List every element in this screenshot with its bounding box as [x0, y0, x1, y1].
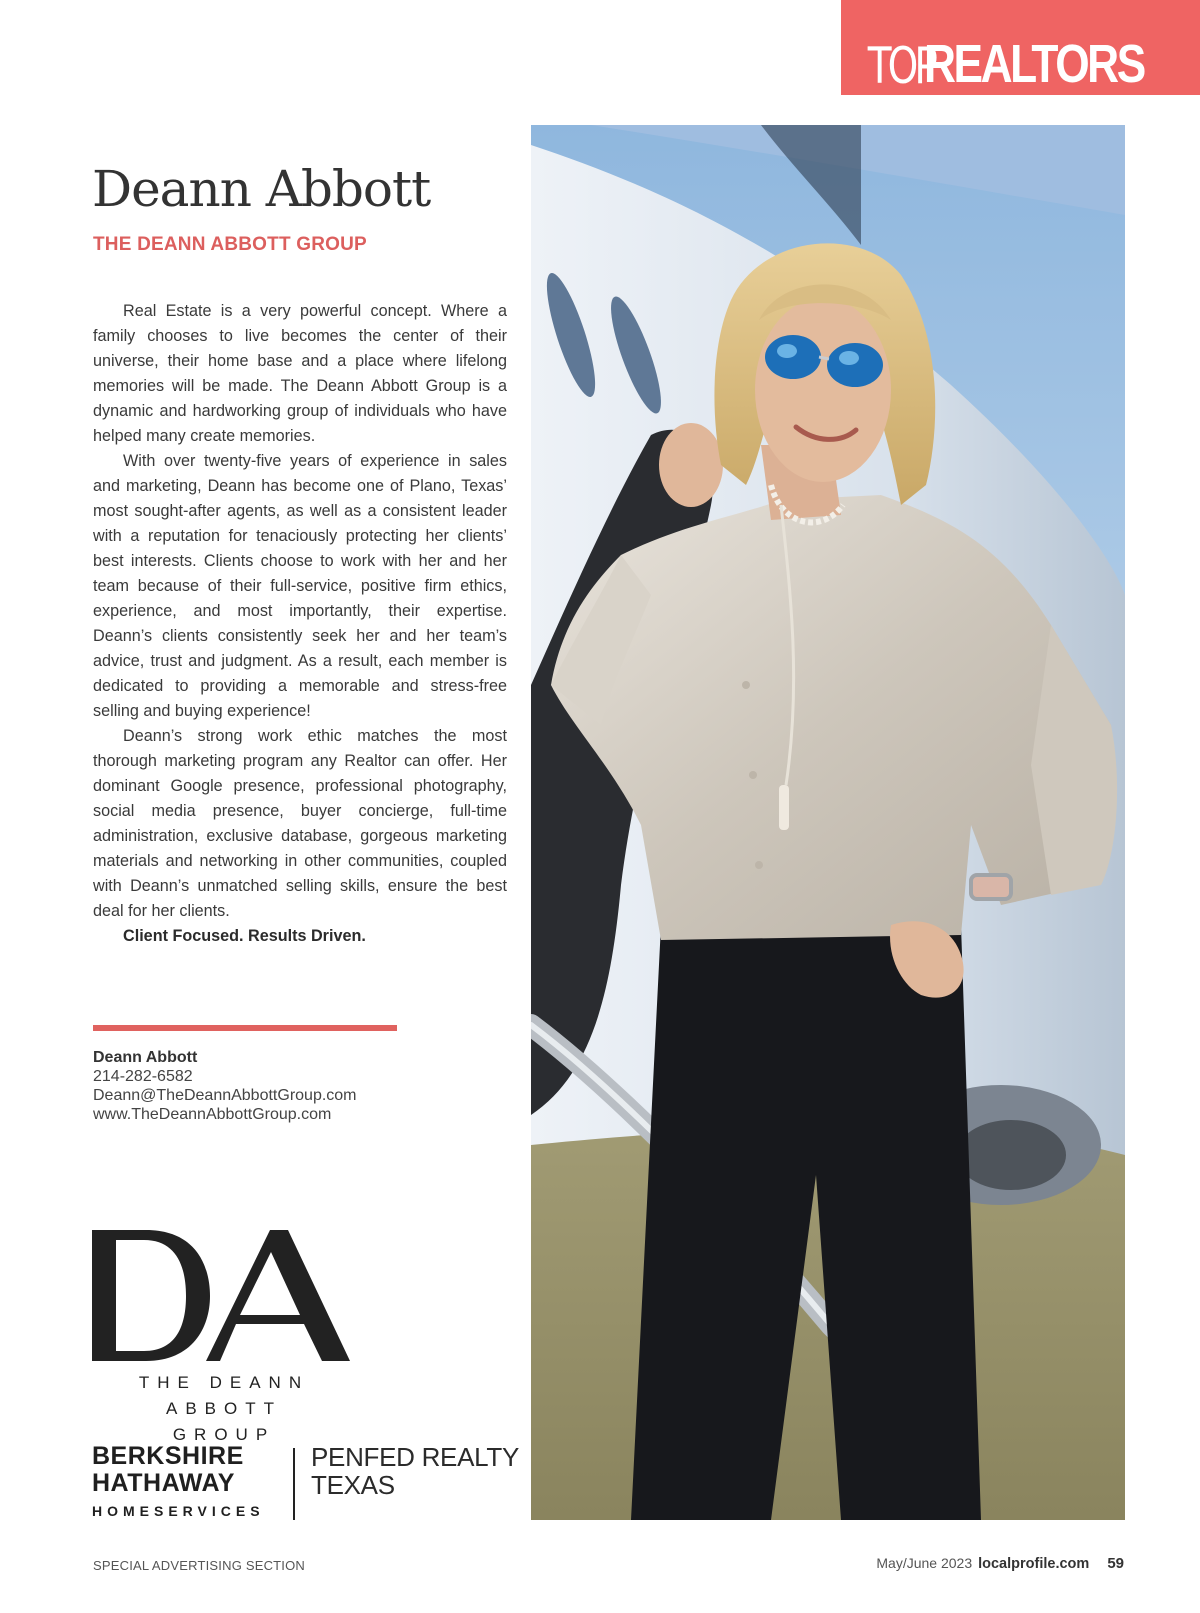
- group-logo-line: THE DEANN ABBOTT: [138, 1373, 310, 1418]
- penfed-logo: [311, 1443, 519, 1499]
- section-banner: [841, 0, 1200, 95]
- realtor-photo: [531, 125, 1125, 1520]
- realtor-name-heading: Deann Abbott: [92, 160, 431, 218]
- footer-site-link[interactable]: localprofile.com: [978, 1556, 1090, 1572]
- portrait-illustration: [531, 125, 1125, 1520]
- footer-section-label: SPECIAL ADVERTISING SECTION: [93, 1558, 306, 1573]
- group-logo-line: GROUP: [172, 1425, 276, 1444]
- article-paragraph: Real Estate is a very powerful concept. Where a family chooses to live becomes the center of their universe, their home base and a place where lifelong memories will be made. The Deann Abbott Group is a dynamic and hardworking group of individuals who have helped many create memories.: [93, 302, 507, 445]
- bh-homeservices: HOMESERVICES: [92, 1503, 265, 1519]
- penfed-line: PENFED REALTY: [311, 1442, 519, 1472]
- logo-divider: [293, 1448, 295, 1520]
- group-subheading: THE DEANN ABBOTT GROUP: [93, 234, 367, 255]
- berkshire-hathaway-logo: [92, 1443, 265, 1519]
- contact-name: Deann Abbott: [93, 1049, 198, 1066]
- page-number: 59: [1107, 1555, 1124, 1572]
- article-body: [93, 299, 507, 949]
- da-monogram-logo: [88, 1228, 358, 1363]
- section-banner-light: TOP: [867, 37, 935, 95]
- footer-issue: May/June 2023: [876, 1555, 973, 1571]
- article-paragraph: With over twenty-five years of experience in sales and marketing, Deann has become one of Plano, Texas’ most sought-after agents, as well as a consistent leader with a reputation for tenaciously protecting her clients’ best interests. Clients choose to work with her and her team because of their full-service, positive firm ethics, experience, and most importantly, their expertise. Deann’s clients consistently seek her and her team’s advice, trust and judgment. As a result, each member is dedicated to providing a memorable and stress-free selling and buying experience!: [93, 452, 507, 720]
- contact-phone[interactable]: 214-282-6582: [93, 1068, 193, 1085]
- bh-line: HATHAWAY: [92, 1469, 235, 1497]
- footer-info: [876, 1555, 1124, 1572]
- contact-block: [93, 1048, 357, 1124]
- section-banner-bold: REALTORS: [924, 34, 1144, 94]
- bh-line: BERKSHIRE: [92, 1442, 244, 1470]
- divider-rule: [93, 1025, 397, 1031]
- group-logo-text: [84, 1370, 364, 1448]
- tagline: Client Focused. Results Driven.: [123, 927, 366, 945]
- contact-email[interactable]: Deann@TheDeannAbbottGroup.com: [93, 1087, 357, 1104]
- penfed-line: TEXAS: [311, 1470, 395, 1500]
- contact-website[interactable]: www.TheDeannAbbottGroup.com: [93, 1106, 332, 1123]
- article-paragraph: Deann’s strong work ethic matches the most thorough marketing program any Realtor can offer. Her dominant Google presence, professional photography, social media presence, buyer concierge, full-time administration, exclusive database, gorgeous marketing materials and networking in other communities, coupled with Deann’s unmatched selling skills, ensure the best deal for her clients.: [93, 727, 507, 920]
